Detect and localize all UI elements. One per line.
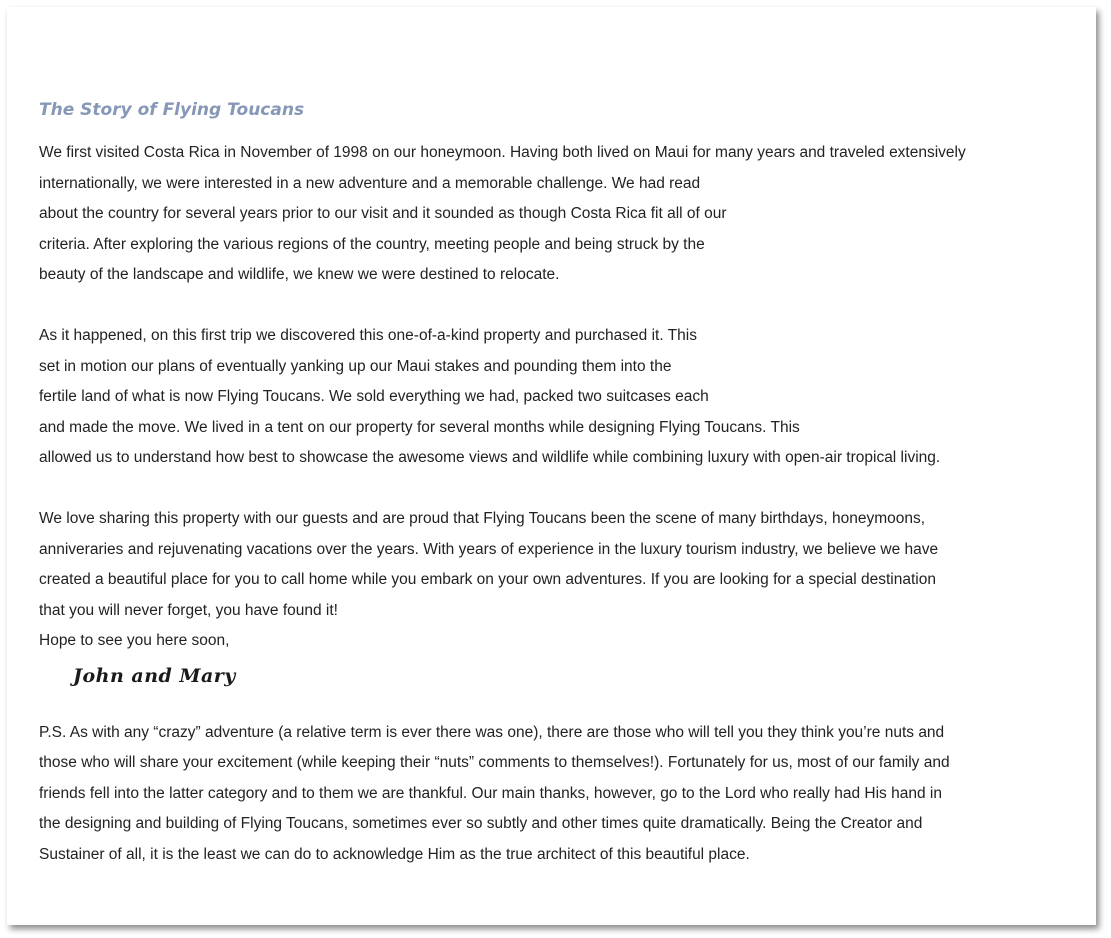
paragraph-line: We love sharing this property with our guests and are proud that Flying Toucans been the scene of many birthdays, honeymoons, — [39, 510, 926, 527]
paragraph-line: beauty of the landscape and wildlife, we knew we were destined to relocate. — [39, 266, 560, 283]
paragraph-line: P.S. As with any “crazy” adventure (a relative term is ever there was one), there are those who will tell you they think you’re nuts and — [39, 723, 945, 741]
paragraph-line: Hope to see you here soon, — [39, 632, 230, 649]
paragraph-intro — [39, 138, 1089, 291]
paragraph-property — [39, 321, 1089, 474]
paragraph-line: created a beautiful place for you to call home while you embark on your own adventures. If you are looking for a special destination — [39, 571, 936, 588]
paragraph-line: allowed us to understand how best to showcase the awesome views and wildlife while combining luxury with open-air tropical living. — [39, 449, 941, 466]
signature: John and Mary — [73, 664, 236, 687]
paragraph-line: internationally, we were interested in a new adventure and a memorable challenge. We had read — [39, 174, 701, 192]
paragraph-line: As it happened, on this first trip we discovered this one-of-a-kind property and purchased it. This — [39, 327, 697, 344]
paragraph-line: anniveraries and rejuvenating vacations over the years. With years of experience in the luxury tourism industry, we believe we have — [39, 540, 939, 558]
paragraph-line: fertile land of what is now Flying Toucans. We sold everything we had, packed two suitcases each — [39, 388, 709, 405]
paragraph-line: We first visited Costa Rica in November of 1998 on our honeymoon. Having both lived on Maui for many years and traveled extensively — [39, 144, 966, 161]
paragraph-line: the designing and building of Flying Toucans, sometimes ever so subtly and other times quite dramatically. Being the Creator and — [39, 815, 923, 832]
paragraph-line: those who will share your excitement (while keeping their “nuts” comments to themselves!). Fortunately for us, most of our family and — [39, 754, 950, 771]
page-title: The Story of Flying Toucans — [39, 100, 305, 120]
document-page — [7, 7, 1096, 925]
paragraph-line: Sustainer of all, it is the least we can do to acknowledge Him as the true architect of this beautiful place. — [39, 845, 750, 863]
paragraph-line: and made the move. We lived in a tent on our property for several months while designing Flying Toucans. This — [39, 418, 800, 436]
paragraph-line: set in motion our plans of eventually yanking up our Maui stakes and pounding them into the — [39, 357, 672, 375]
paragraph-line: friends fell into the latter category and to them we are thankful. Our main thanks, however, go to the Lord who really had His hand in — [39, 784, 942, 802]
paragraph-line: criteria. After exploring the various regions of the country, meeting people and being struck by the — [39, 235, 705, 253]
paragraph-line: that you will never forget, you have found it! — [39, 601, 338, 619]
paragraph-sharing — [39, 504, 1089, 657]
paragraph-spacer — [39, 291, 1089, 322]
paragraph-line: about the country for several years prior to our visit and it sounded as though Costa Rica fit all of our — [39, 205, 727, 222]
paragraph-spacer — [39, 474, 1089, 505]
paragraph-postscript — [39, 718, 1089, 871]
story-body — [39, 138, 1089, 870]
paragraph-spacer — [39, 695, 1089, 718]
